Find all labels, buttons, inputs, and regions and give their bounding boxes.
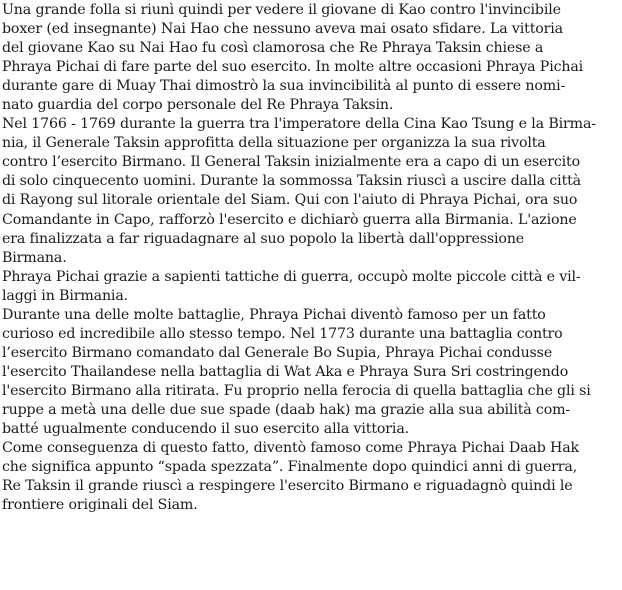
- text-line: l'esercito Thailandese nella battaglia di Wat Aka e Phraya Sura Sri costringendo: [2, 363, 569, 380]
- text-line: Come conseguenza di questo fatto, diventò famoso come Phraya Pichai Daab Hak: [2, 440, 580, 457]
- text-line: batté ugualmente conducendo il suo esercito alla vittoria.: [2, 421, 409, 438]
- text-line: Phraya Pichai grazie a sapienti tattiche di guerra, occupò molte piccole città e vil-: [2, 268, 581, 285]
- text-line: Nel 1766 - 1769 durante la guerra tra l'imperatore della Cina Kao Tsung e la Birma-: [2, 116, 596, 133]
- text-line: del giovane Kao su Nai Hao fu così clamorosa che Re Phraya Taksin chiese a: [2, 40, 544, 57]
- text-line: che significa appunto “spada spezzata”. Finalmente dopo quindici anni di guerra,: [2, 459, 578, 476]
- text-line: frontiere originali del Siam.: [2, 497, 198, 514]
- document-text: [2, 1, 618, 515]
- text-line: nia, il Generale Taksin approfitta della situazione per organizza la sua rivolta: [2, 135, 546, 152]
- text-line: contro l’esercito Birmano. Il General Taksin inizialmente era a capo di un esercito: [2, 154, 581, 171]
- text-line: Birmana.: [2, 249, 67, 266]
- text-line: era finalizzata a far riguadagnare al suo popolo la libertà dall'oppressione: [2, 230, 525, 247]
- text-line: Durante una delle molte battaglie, Phraya Pichai diventò famoso per un fatto: [2, 306, 546, 323]
- text-line: di solo cinquecento uomini. Durante la sommossa Taksin riuscì a uscire dalla città: [2, 173, 581, 190]
- text-line: Phraya Pichai di fare parte del suo esercito. In molte altre occasioni Phraya Pichai: [2, 59, 584, 76]
- text-line: l'esercito Birmano alla ritirata. Fu proprio nella ferocia di quella battaglia che gli si: [2, 382, 591, 399]
- text-line: laggi in Birmania.: [2, 287, 128, 304]
- text-line: l’esercito Birmano comandato dal Generale Bo Supia, Phraya Pichai condusse: [2, 344, 553, 361]
- text-line: Comandante in Capo, rafforzò l'esercito e dichiarò guerra alla Birmania. L'azione: [2, 211, 577, 228]
- text-line: di Rayong sul litorale orientale del Siam. Qui con l'aiuto di Phraya Pichai, ora suo: [2, 192, 578, 209]
- text-line: curioso ed incredibile allo stesso tempo. Nel 1773 durante una battaglia contro: [2, 325, 563, 342]
- text-line: durante gare di Muay Thai dimostrò la sua invincibilità al punto di essere nomi-: [2, 78, 566, 95]
- text-line: ruppe a metà una delle due sue spade (daab hak) ma grazie alla sua abilità com-: [2, 401, 571, 418]
- text-line: Una grande folla si riunì quindi per vedere il giovane di Kao contro l'invincibile: [2, 2, 561, 18]
- text-line: Re Taksin il grande riuscì a respingere l'esercito Birmano e riguadagnò quindi le: [2, 478, 573, 495]
- text-line: nato guardia del corpo personale del Re Phraya Taksin.: [2, 97, 394, 114]
- text-line: boxer (ed insegnante) Nai Hao che nessuno aveva mai osato sfidare. La vittoria: [2, 21, 563, 38]
